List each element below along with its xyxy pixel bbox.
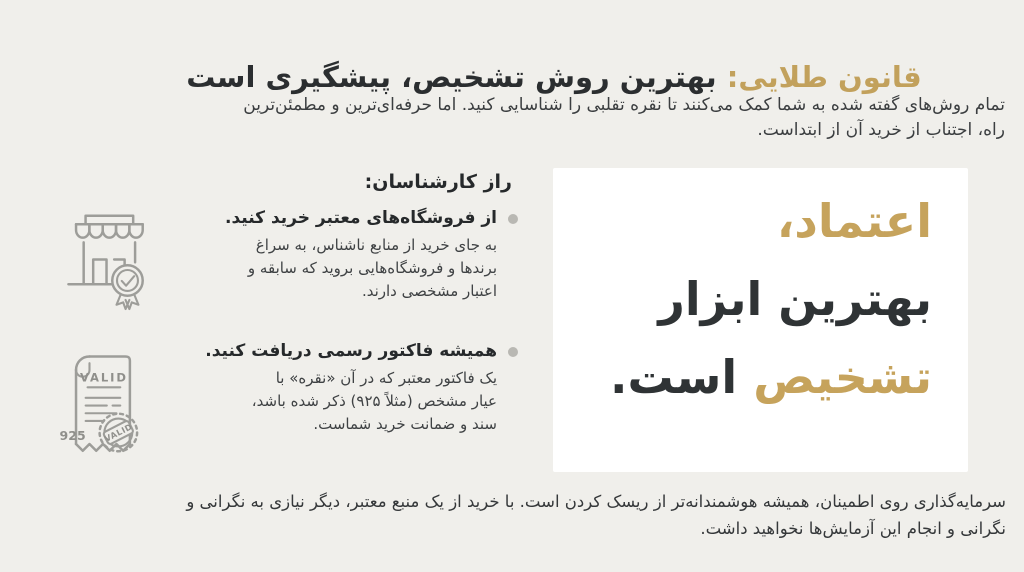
subtitle-line1: تمام روش‌های گفته شده به شما کمک می‌کنند تا نقره تقلبی را شناسایی کنید. اما حرفه‌ای‌ترین و مطمئن‌ترین	[243, 95, 1005, 115]
trust-statement-text	[567, 182, 932, 416]
bullet-dot-icon	[508, 347, 518, 357]
statement-line1: اعتماد،	[776, 194, 932, 248]
closing-paragraph	[120, 488, 1006, 542]
list-item-title: از فروشگاه‌های معتبر خرید کنید.	[225, 208, 497, 228]
subtitle-line2: راه، اجتناب از خرید آن از ابتداست.	[757, 120, 1005, 140]
list-item-buy-from-reputable-stores	[225, 207, 518, 303]
list-item-title: همیشه فاکتور رسمی دریافت کنید.	[205, 341, 497, 361]
receipt-valid-text: VALID	[79, 370, 128, 385]
title-rest: بهترین روش تشخیص، پیشگیری است	[186, 60, 727, 95]
title-highlight: قانون طلایی:	[726, 60, 922, 95]
closing-line2: نگرانی و انجام این آزمایش‌ها نخواهید داشت.	[700, 519, 1006, 538]
valid-stamp-icon	[100, 414, 138, 452]
trust-statement-card	[553, 168, 968, 472]
statement-line2: بهترین ابزار	[658, 272, 932, 326]
list-item-texts	[225, 207, 497, 303]
list-item-body: یک فاکتور معتبر که در آن «نقره» با عیار مشخص (مثلاً ۹۲۵) ذکر شده باشد، سند و ضمانت خرید شماست.	[251, 369, 497, 433]
storefront-certified-icon	[57, 208, 157, 312]
valid-invoice-icon	[49, 344, 155, 470]
closing-line1: سرمایه‌گذاری روی اطمینان، همیشه هوشمندانه‌تر از ریسک کردن است. با خرید از یک منبع معتبر، دیگر نیازی به نگرانی و	[186, 492, 1006, 511]
receipt-925-text: 925	[59, 428, 86, 444]
subtitle	[120, 93, 1005, 143]
statement-line3: تشخیص است.	[610, 350, 932, 404]
list-item-body: به جای خرید از منابع ناشناس، به سراغ برندها و فروشگاه‌هایی بروید که سابقه و اعتبار مشخصی دارند.	[247, 236, 497, 300]
bullet-dot-icon	[508, 214, 518, 224]
list-item-get-official-invoice	[205, 340, 518, 436]
stamp-valid-text: VALID	[102, 421, 135, 444]
list-item-texts	[205, 340, 497, 436]
experts-secret-heading: راز کارشناسان:	[364, 171, 512, 193]
